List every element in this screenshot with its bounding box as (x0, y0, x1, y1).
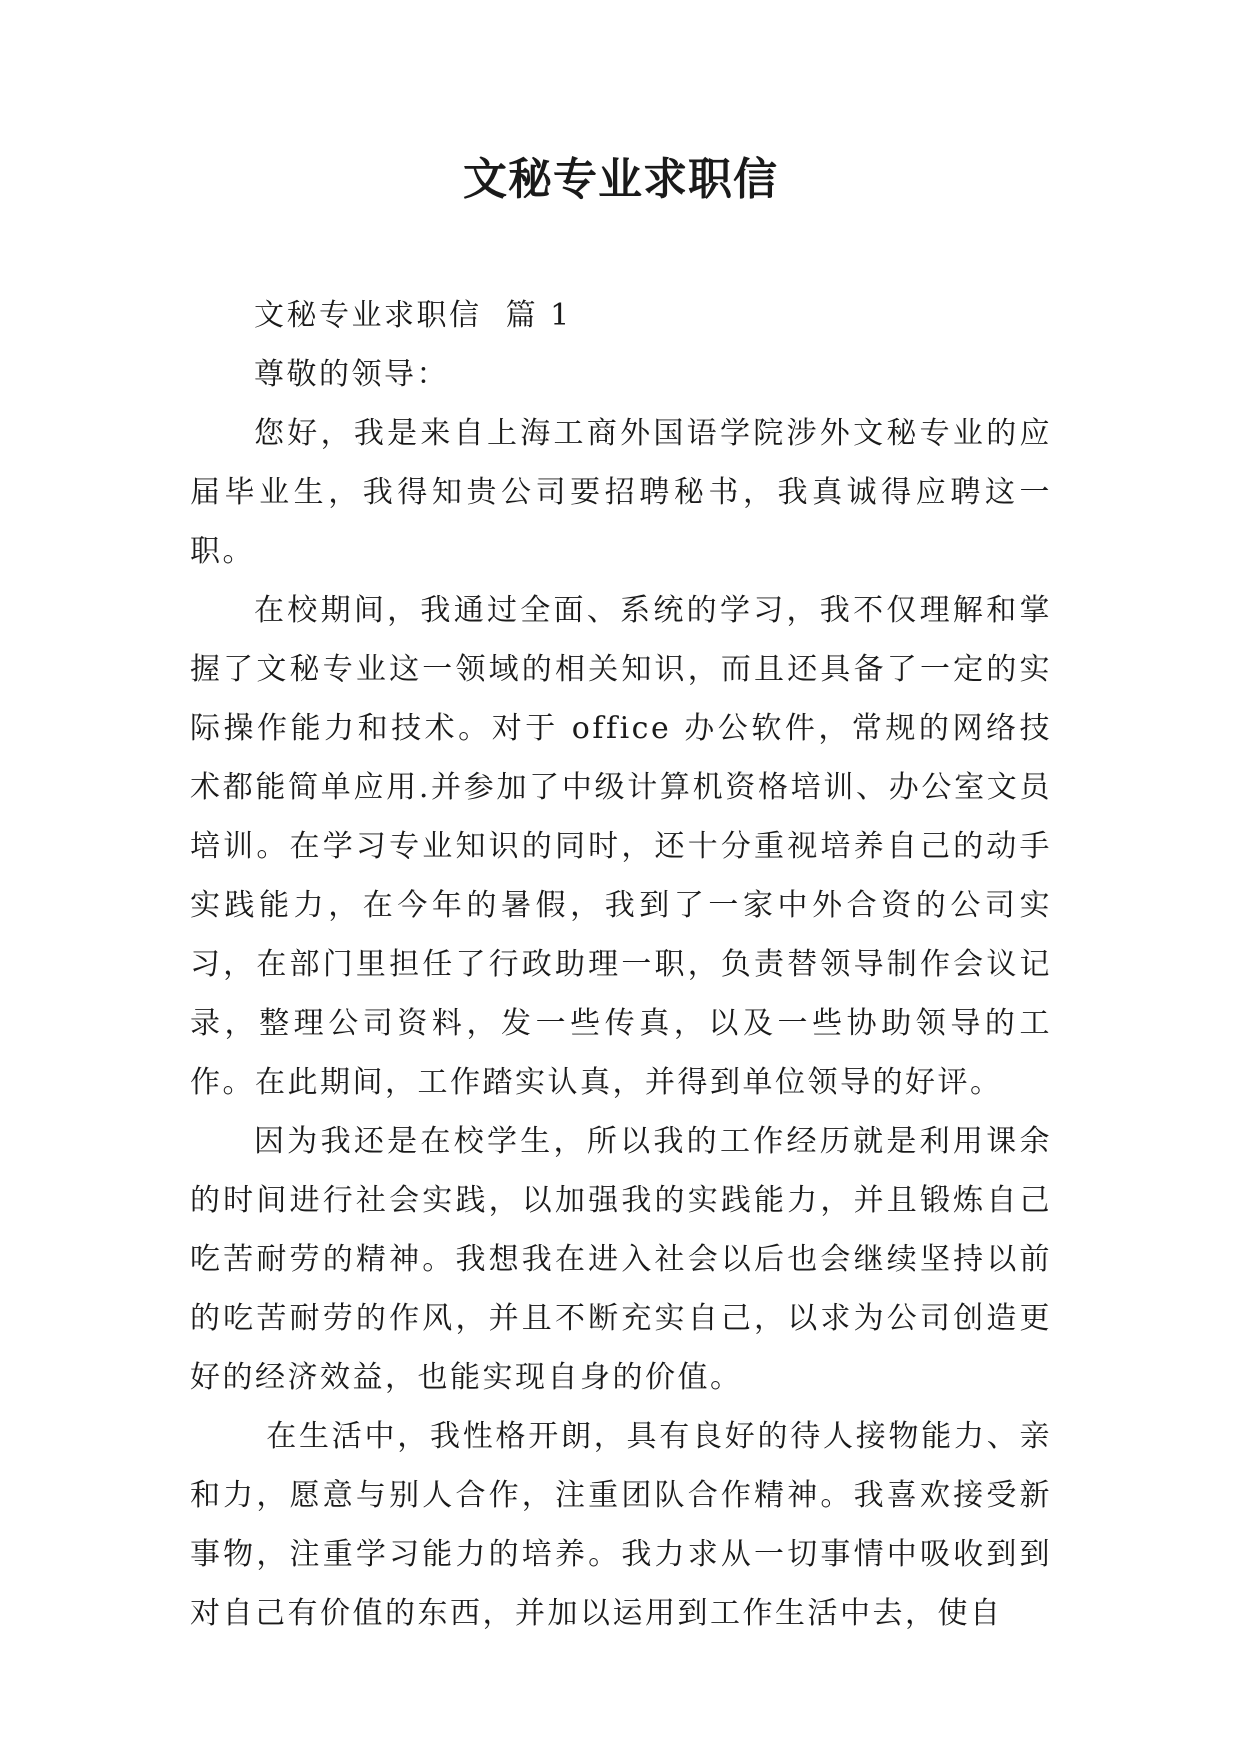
paragraph-personality: 在生活中，我性格开朗，具有良好的待人接物能力、亲和力，愿意与别人合作，注重团队合作精神。我喜欢接受新事物，注重学习能力的培养。我力求从一切事情中吸收到到对自己有价值的东西，并加以运用到工作生活中去，使自 (190, 1419, 1053, 1631)
salutation: 尊敬的领导： (254, 357, 449, 392)
section-heading: 文秘专业求职信 篇 1 (254, 298, 572, 333)
paragraph-study: 在校期间，我通过全面、系统的学习，我不仅理解和掌握了文秘专业这一领域的相关知识，而且还具备了一定的实际操作能力和技术。对于 office 办公软件，常规的网络技术都能简单应用.并参加了中级计算机资格培训、办公室文员培训。在学习专业知识的同时，还十分重视培养自己的动手实践能力，在今年的暑假，我到了一家中外合资的公司实习，在部门里担任了行政助理一职，负责替领导制作会议记录，整理公司资料，发一些传真，以及一些协助领导的工作。在此期间，工作踏实认真，并得到单位领导的好评。 (190, 593, 1052, 1100)
document-title: 文秘专业求职信 (463, 154, 778, 205)
paragraph-intro: 您好，我是来自上海工商外国语学院涉外文秘专业的应届毕业生，我得知贵公司要招聘秘书，我真诚得应聘这一职。 (190, 416, 1052, 569)
paragraph-experience: 因为我还是在校学生，所以我的工作经历就是利用课余的时间进行社会实践，以加强我的实践能力，并且锻炼自己吃苦耐劳的精神。我想我在进入社会以后也会继续坚持以前的吃苦耐劳的作风，并且不断充实自己，以求为公司创造更好的经济效益，也能实现自身的价值。 (190, 1124, 1052, 1395)
document-body (190, 286, 1052, 1643)
